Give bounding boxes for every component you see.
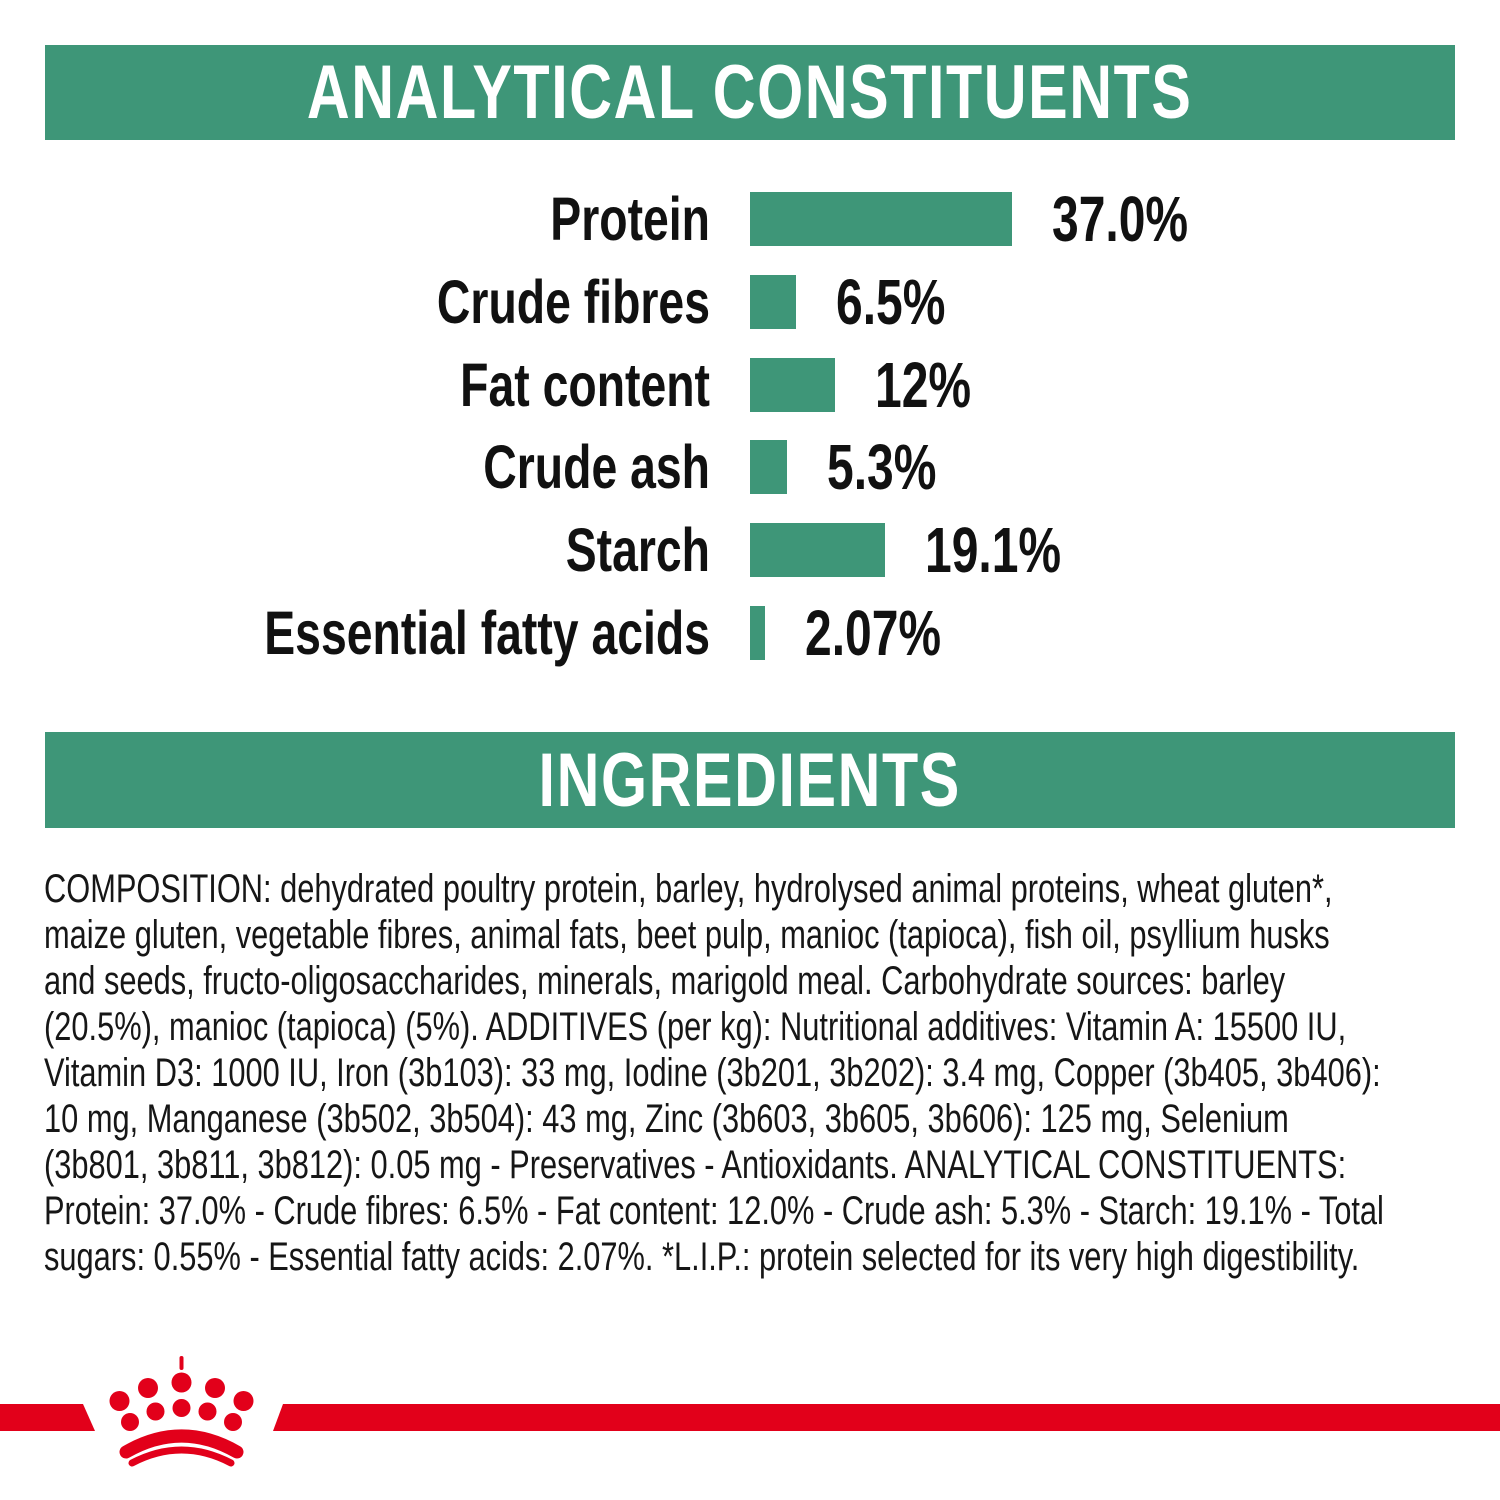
chart-value-label: 2.07%: [804, 597, 941, 669]
composition-line: 10 mg, Manganese (3b502, 3b504): 43 mg, Zinc (3b603, 3b605, 3b606): 125 mg, Selenium: [44, 1097, 1289, 1141]
chart-value-label: 12%: [874, 348, 971, 421]
brand-stripe-left: [0, 1404, 98, 1431]
composition-line: maize gluten, vegetable fibres, animal fats, beet pulp, manioc (tapioca), fish oil, psyllium husks: [44, 913, 1330, 957]
composition-text: [44, 866, 1458, 1280]
composition-line: Vitamin D3: 1000 IU, Iron (3b103): 33 mg, Iodine (3b201, 3b202): 3.4 mg, Copper (3b405, 3b406):: [44, 1051, 1381, 1095]
analytical-title: ANALYTICAL CONSTITUENTS: [307, 50, 1193, 135]
ingredients-header-band: [45, 732, 1455, 828]
ingredients-title: INGREDIENTS: [538, 737, 962, 823]
royal-canin-crown-icon: [100, 1348, 270, 1468]
chart-bar: [750, 440, 787, 494]
analytical-chart: [0, 0, 1500, 732]
chart-bar: [750, 275, 796, 329]
chart-bar: [750, 192, 1012, 246]
chart-row-label: Protein: [550, 185, 710, 253]
chart-row: [0, 178, 1500, 260]
chart-row: [0, 426, 1500, 508]
chart-row: [0, 509, 1500, 591]
chart-row: [0, 261, 1500, 343]
chart-bar: [750, 606, 765, 660]
composition-line: sugars: 0.55% - Essential fatty acids: 2.07%. *L.I.P.: protein selected for its very high digestibility.: [44, 1235, 1360, 1279]
composition-line: and seeds, fructo-oligosaccharides, minerals, marigold meal. Carbohydrate sources: barley: [44, 959, 1286, 1003]
composition-line: (3b801, 3b811, 3b812): 0.05 mg - Preservatives - Antioxidants. ANALYTICAL CONSTITUENTS:: [44, 1143, 1347, 1187]
chart-row: [0, 344, 1500, 426]
chart-row-label: Crude ash: [483, 433, 710, 502]
chart-value-label: 5.3%: [827, 431, 937, 504]
composition-line: (20.5%), manioc (tapioca) (5%). ADDITIVES (per kg): Nutritional additives: Vitamin A: 15500 IU,: [44, 1005, 1347, 1049]
brand-stripe-right: [273, 1404, 1500, 1431]
chart-row: [0, 592, 1500, 674]
chart-row-label: Crude fibres: [436, 267, 710, 336]
chart-row-label: Starch: [565, 516, 710, 585]
chart-value-label: 37.0%: [1051, 183, 1188, 255]
composition-line: Protein: 37.0% - Crude fibres: 6.5% - Fat content: 12.0% - Crude ash: 5.3% - Starch: 19.1% - Total: [44, 1189, 1384, 1233]
composition-line: COMPOSITION: dehydrated poultry protein, barley, hydrolysed animal proteins, wheat gluten*,: [44, 867, 1333, 911]
chart-value-label: 19.1%: [925, 514, 1062, 587]
chart-bar: [750, 358, 835, 412]
chart-value-label: 6.5%: [835, 265, 946, 338]
chart-row-label: Essential fatty acids: [264, 599, 710, 667]
chart-bar: [750, 523, 885, 577]
chart-row-label: Fat content: [460, 350, 710, 419]
